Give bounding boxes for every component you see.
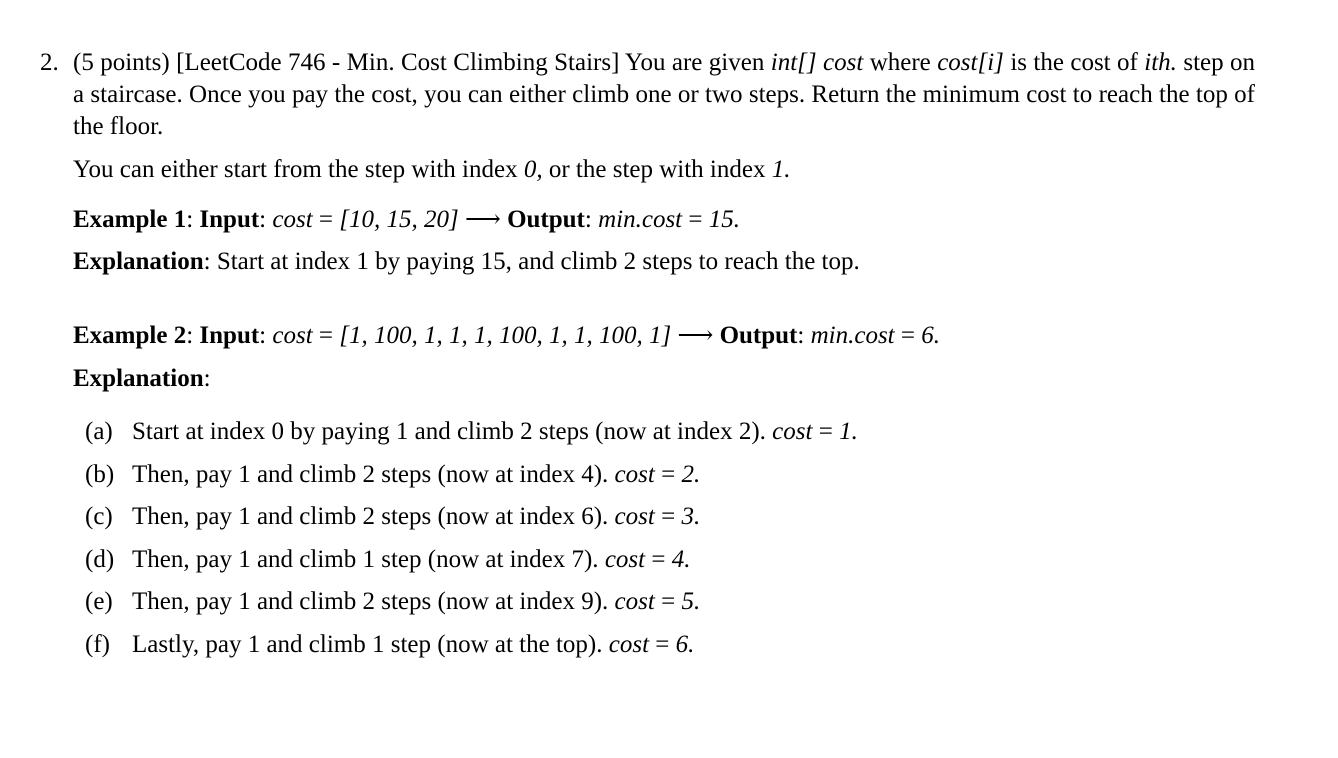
step-label: (a)	[85, 418, 113, 445]
example-1: Example 1: Input: cost = [10, 15, 20] ⟶ Output: min.cost = 15.	[73, 206, 740, 233]
example-1-output-value: 15.	[708, 206, 740, 233]
step-label: (e)	[85, 588, 113, 615]
example-1-output-label: Output	[507, 206, 585, 233]
start-note	[73, 154, 1255, 186]
arrow-icon: ⟶	[677, 322, 714, 349]
example-2: Example 2: Input: cost = [1, 100, 1, 1, 1, 100, 1, 1, 100, 1] ⟶ Output: min.cost = 6.	[73, 322, 940, 349]
ith: ith.	[1144, 49, 1177, 76]
problem-number: 2.	[40, 49, 59, 76]
example-2-explanation: Explanation:	[73, 365, 211, 392]
problem-statement	[73, 47, 1255, 143]
given-var: cost[i]	[937, 49, 1004, 76]
example-2-input-value: [1, 100, 1, 1, 1, 100, 1, 1, 100, 1]	[339, 322, 672, 349]
statement-text: You are given	[624, 49, 765, 76]
statement-text: step on a staircase. Once you pay the cost, you can either climb one or two steps. Return the minimum cost to reach the top of the floor.	[73, 49, 1256, 140]
arrow-icon: ⟶	[464, 206, 501, 233]
step-text: Then, pay 1 and climb 2 steps (now at index 4).	[132, 461, 609, 488]
example-1-explanation: Explanation: Start at index 1 by paying 15, and climb 2 steps to reach the top.	[73, 248, 860, 275]
step-value: 4.	[671, 546, 691, 573]
step-var: cost	[614, 503, 655, 530]
step-text: Then, pay 1 and climb 1 step (now at index 7).	[132, 546, 599, 573]
list-item: (e) Then, pay 1 and climb 2 steps (now at index 9). cost = 5.	[85, 586, 700, 618]
start-text: You can either start from the step with index	[73, 156, 518, 183]
statement-text: where	[869, 49, 931, 76]
step-var: cost	[614, 588, 655, 615]
step-text: Lastly, pay 1 and climb 1 step (now at the top).	[132, 631, 603, 658]
step-value: 3.	[681, 503, 701, 530]
step-var: cost	[772, 418, 813, 445]
given-type: int[] cost	[770, 49, 864, 76]
example-2-input-var: cost	[272, 322, 313, 349]
example-1-explanation-label: Explanation	[73, 248, 204, 275]
list-item: (d) Then, pay 1 and climb 1 step (now at index 7). cost = 4.	[85, 544, 690, 576]
list-item: (f) Lastly, pay 1 and climb 1 step (now at the top). cost = 6.	[85, 629, 694, 661]
step-label: (c)	[85, 503, 113, 530]
example-2-output-var: min.cost	[810, 322, 895, 349]
step-value: 5.	[681, 588, 701, 615]
step-var: cost	[614, 461, 655, 488]
example-2-label: Example 2	[73, 322, 187, 349]
points: (5 points)	[73, 49, 170, 76]
step-value: 1.	[839, 418, 858, 445]
example-1-input-value: [10, 15, 20]	[339, 206, 459, 233]
problem-source: [LeetCode 746 - Min. Cost Climbing Stairs]	[176, 49, 620, 76]
step-label: (f)	[85, 631, 110, 658]
example-1-output-var: min.cost	[598, 206, 683, 233]
step-text: Then, pay 1 and climb 2 steps (now at index 6).	[132, 503, 609, 530]
list-item: (a) Start at index 0 by paying 1 and climb 2 steps (now at index 2). cost = 1.	[85, 416, 858, 448]
statement-text: is the cost of	[1010, 49, 1138, 76]
step-text: Then, pay 1 and climb 2 steps (now at index 9).	[132, 588, 609, 615]
step-var: cost	[608, 631, 650, 658]
example-2-output-label: Output	[719, 322, 798, 349]
step-value: 6.	[675, 631, 695, 658]
list-item: (c) Then, pay 1 and climb 2 steps (now at index 6). cost = 3.	[85, 501, 700, 533]
step-value: 2.	[681, 461, 701, 488]
example-2-output-value: 6.	[921, 322, 940, 349]
example-1-label: Example 1	[73, 206, 187, 233]
start-text: or the step with index	[548, 156, 766, 183]
example-2-explanation-label: Explanation	[73, 365, 204, 392]
step-var: cost	[604, 546, 646, 573]
list-item: (b) Then, pay 1 and climb 2 steps (now at index 4). cost = 2.	[85, 459, 700, 491]
example-1-input-var: cost	[272, 206, 313, 233]
start-index-0: 0,	[523, 156, 543, 183]
step-label: (d)	[85, 546, 115, 573]
start-index-1: 1.	[771, 156, 791, 183]
step-text: Start at index 0 by paying 1 and climb 2 steps (now at index 2).	[132, 418, 766, 445]
example-2-input-label: Input	[199, 322, 260, 349]
example-1-input-label: Input	[199, 206, 260, 233]
example-1-explanation-text: Start at index 1 by paying 15, and climb 2 steps to reach the top.	[216, 248, 860, 275]
step-label: (b)	[85, 461, 115, 488]
